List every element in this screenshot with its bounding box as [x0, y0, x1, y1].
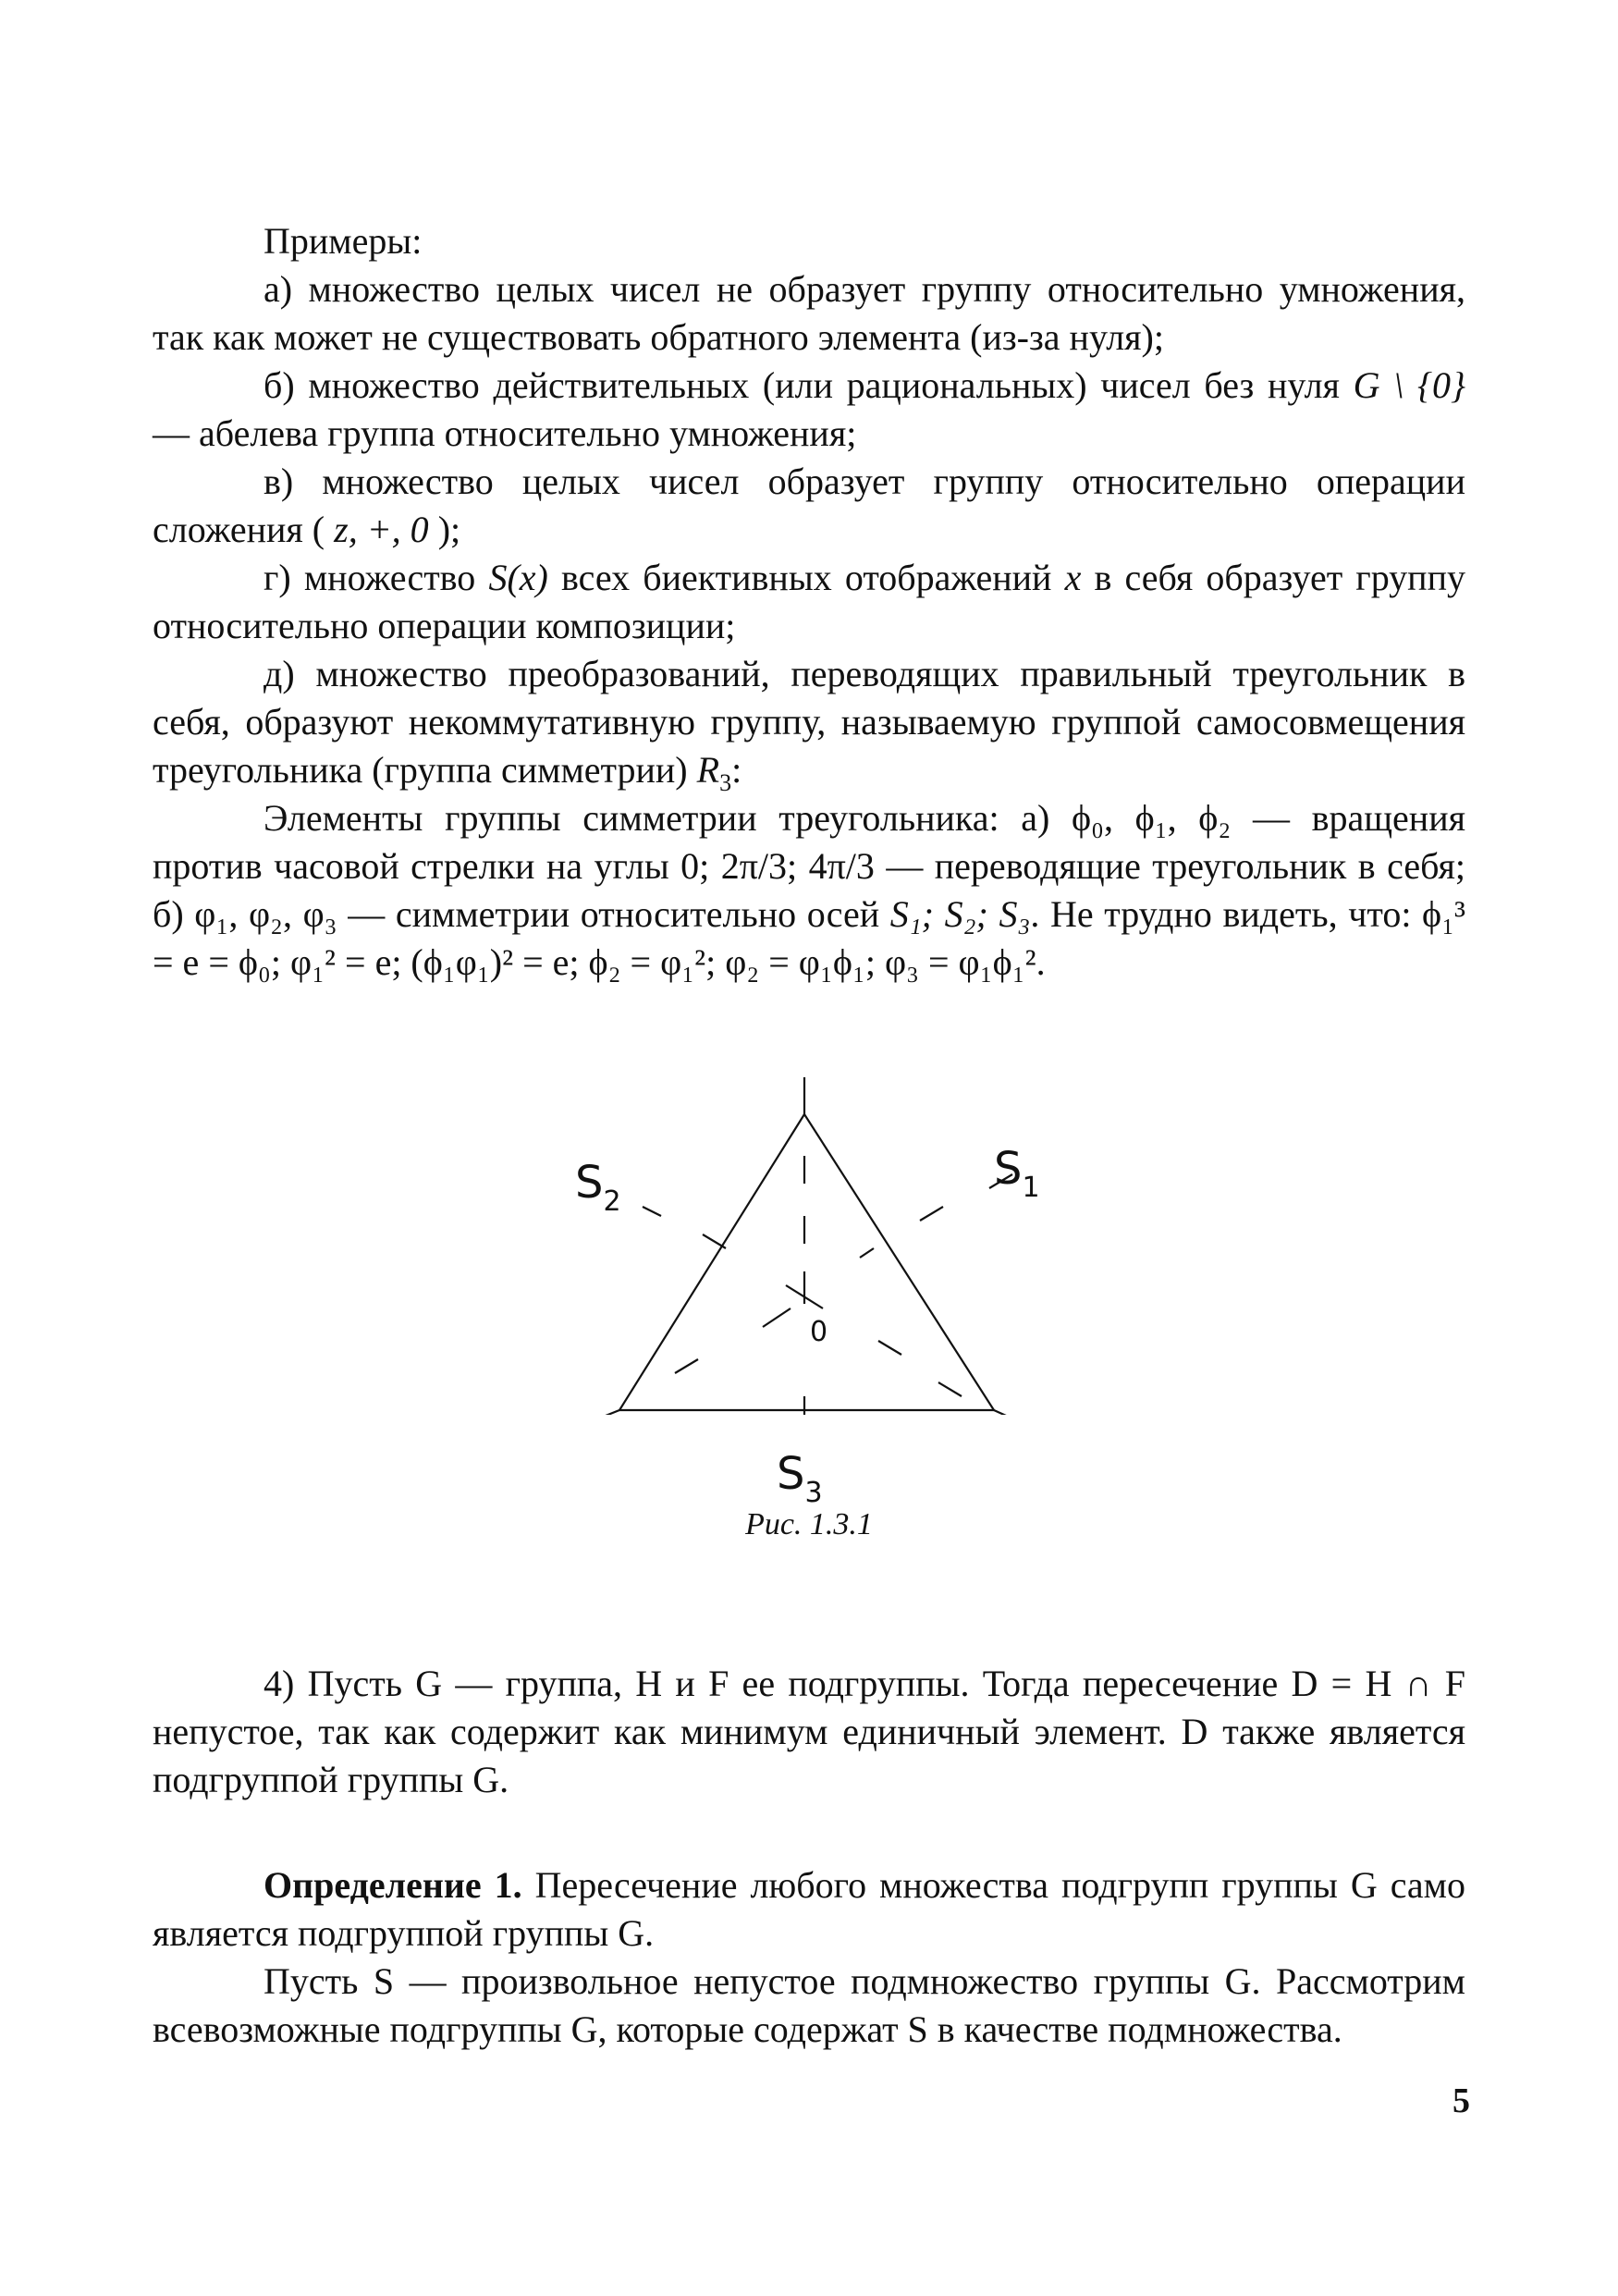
definition-1: Определение 1. Пересечение любого множества подгрупп группы G само является подгруппой группы G. [153, 1864, 1465, 1954]
paragraph-4: 4) Пусть G — группа, H и F ее подгруппы. Тогда пересечение D = H ∩ F непустое, так как содержит как минимум единичный элемент. D также является подгруппой группы G. [153, 1663, 1465, 1800]
label-s3-box [767, 1443, 878, 1516]
label-origin: 0 [810, 1316, 828, 1348]
example-a: а) множество целых чисел не образует группу относительно умножения, так как может не существовать обратного элемента (из-за нуля); [153, 268, 1465, 358]
label-s3: $S_3$ [777, 1448, 823, 1509]
example-g: г) множество S(x) всех биективных отображений x в себя образует группу относительно операции композиции; [153, 557, 1465, 646]
label-s2: $S_2$ [575, 1157, 621, 1218]
example-d: д) множество преобразований, переводящих правильный треугольник в себя, образуют некоммутативную группу, называемую группой самосовмещения треугольника (группа симметрии) $R_3$: [153, 653, 1465, 796]
example-v: в) множество целых чисел образует группу относительно операции сложения ( z, +, 0 ); [153, 460, 1465, 550]
elements-paragraph: Элементы группы симметрии треугольника: а) ϕ₀, ϕ₁, ϕ₂ — вращения против часовой стрелки на углы 0; 2π/3; 4π/3 — переводящие треугольник в себя; б) φ₁, φ₂, φ₃ — симметрии относительно осей S₁; S₂; S₃. Не трудно видеть, что: ϕ₁³ = e = ϕ₀; φ₁² = e; (ϕ₁φ₁)² = e; ϕ₂ = φ₁²; φ₂ = φ₁ϕ₁; φ₃ = φ₁ϕ₁². [153, 797, 1466, 983]
subset-paragraph: Пусть S — произвольное непустое подмножество группы G. Рассмотрим всевозможные подгруппы G, которые содержат S в качестве подмножества. [153, 1960, 1465, 2050]
example-b: б) множество действительных (или рациональных) чисел без нуля G \ {0} — абелева группа относительно умножения; [153, 364, 1465, 454]
examples-section [153, 217, 1465, 987]
subgroup-section [153, 1660, 1465, 2054]
triangle-symmetry-diagram [555, 1063, 1073, 1415]
page-number: 5 [1453, 2081, 1470, 2120]
triangle [619, 1114, 994, 1410]
label-s1: $S_1$ [994, 1143, 1040, 1204]
examples-heading: Примеры: [264, 220, 423, 262]
figure-caption: Рис. 1.3.1 [745, 1507, 873, 1541]
